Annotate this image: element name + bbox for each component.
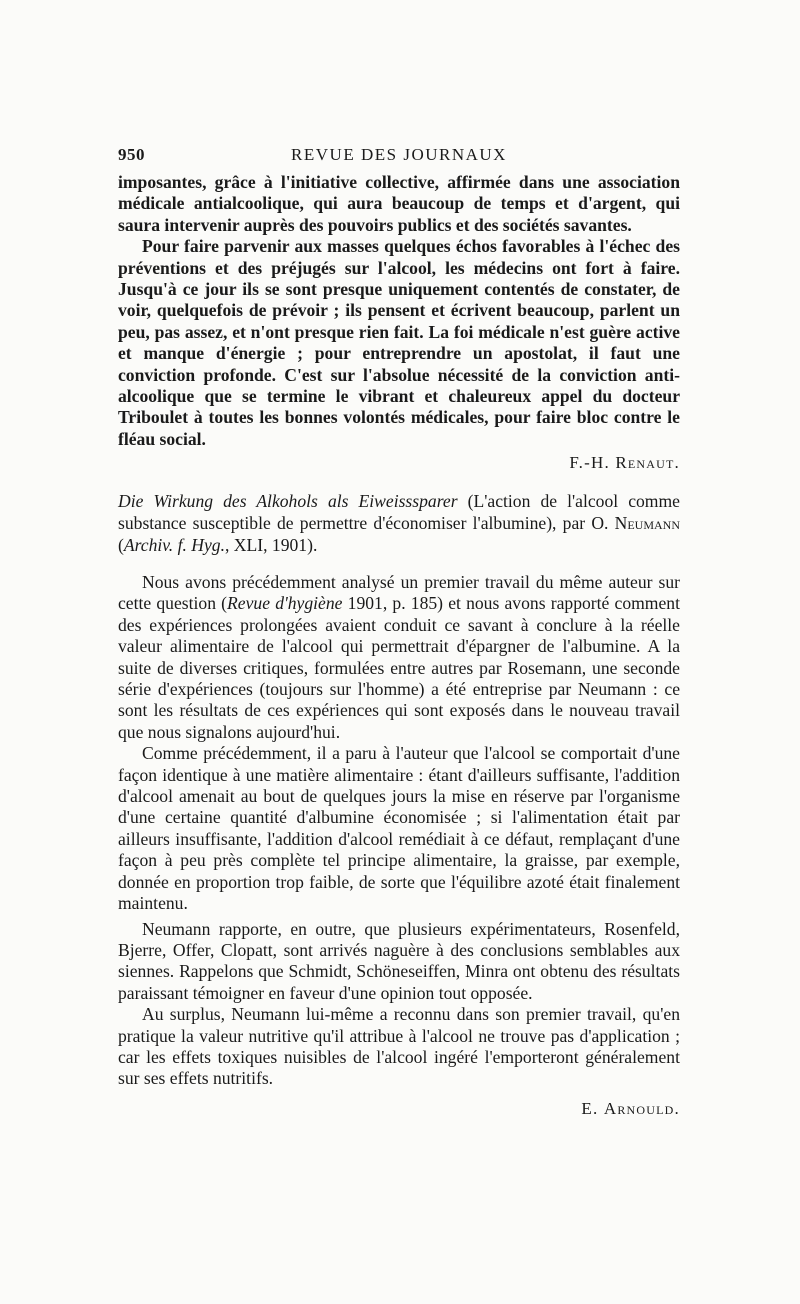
paragraph-results: Comme précédemment, il a paru à l'auteur que l'alcool se comportait d'une façon identique à une matière alimentaire : étant d'ailleurs suffisante, l'addition d'alcool amenait au bout de quelques jours la mise en réserve par l'organisme d'une certaine quantité d'albumine économisée ; si l'alimentation était par ailleurs insuffisante, l'addition d'alcool remédiait à ce défaut, remplaçant d'une façon à peu près complète tel principe alimentaire, la graisse, par exemple, donnée en proportion trop faible, de sorte que l'équilibre azoté était finalement maintenu. (118, 743, 680, 914)
page-number: 950 (118, 145, 145, 164)
article-citation (118, 490, 680, 556)
signature-renaut (118, 452, 680, 473)
article-title-german: Die Wirkung des Alkohols als Eiweisssparer (118, 491, 458, 511)
signature-initials: F.-H. (569, 453, 616, 473)
article-author: Neumann (614, 513, 680, 533)
article-title-french: (L'action de l'alcool comme substance susceptible de permettre d'économiser l'albumine), par O. (118, 491, 680, 533)
signature-name: Renaut. (615, 453, 680, 473)
review-section-2 (118, 572, 680, 1119)
article-heading (118, 490, 680, 556)
paragraph-medical-conviction: Pour faire parvenir aux masses quelques échos favorables à l'échec des préventions et des préjugés sur l'alcool, les médecins ont fort à faire. Jusqu'à ce jour ils se sont presque uniquement contentés de constater, de voir, quelquefois de prévoir ; ils pensent et écrivent beaucoup, parlent un peu, pas assez, et n'ont presque rien fait. La foi médicale n'est guère active et manque d'énergie ; pour entreprendre un apostolat, il faut une conviction profonde. C'est sur l'absolue nécessité de la conviction anti-alcoolique que se termine le vibrant et chaleureux appel du docteur Triboulet à toutes les bonnes volontés médicales, pour faire bloc contre le fléau social. (118, 236, 680, 449)
page-header (118, 145, 680, 171)
running-head: REVUE DES JOURNAUX (291, 145, 507, 164)
article-source: Archiv. f. Hyg. (123, 535, 225, 555)
paragraph-conclusion: Au surplus, Neumann lui-même a reconnu dans son premier travail, qu'en pratique la valeur nutritive qu'il attribue à l'alcool ne trouve pas d'application ; car les effets toxiques nuisibles de l'alcool ingéré l'emporteront généralement sur ses effets nutritifs. (118, 1004, 680, 1089)
journal-reference: Revue d'hygiène (227, 593, 343, 614)
paragraph-other-experimenters: Neumann rapporte, en outre, que plusieurs expérimentateurs, Rosenfeld, Bjerre, Offer, Clopatt, sont arrivés naguère à des conclusions semblables aux siennes. Rappelons que Schmidt, Schöneseiffen, Minra ont obtenu des résultats paraissant témoigner en faveur d'une opinion tout opposée. (118, 918, 680, 1003)
signature-name: Arnould. (603, 1098, 680, 1118)
signature-arnould (118, 1098, 680, 1119)
review-section-1 (118, 172, 680, 474)
source-open: ( (118, 535, 124, 555)
paragraph-text: 1901, p. 185) et nous avons rapporté comment des expériences prolongées avaient conduit ce savant à conclure à la réelle valeur alimentaire de l'alcool qui permettrait d'épargner de l'albumine. A la suite de diverses critiques, formulées entre autres par Rosemann, une seconde série d'expériences (toujours sur l'homme) a été entreprise par Neumann : ce sont les résultats de ces expériences qui sont exposés dans le nouveau travail que nous signalons aujourd'hui. (118, 593, 680, 742)
paragraph-previous-work (118, 572, 680, 743)
paragraph-continuation: imposantes, grâce à l'initiative collective, affirmée dans une association médicale antialcoolique, qui aura beaucoup de temps et d'argent, qui saura intervenir auprès des pouvoirs publics et des sociétés savantes. (118, 172, 680, 235)
signature-initials: E. (581, 1098, 604, 1118)
paragraph-text: Nous avons précédemment analysé un premier travail du même auteur sur cette question ( (118, 572, 680, 614)
article-source-details: , XLI, 1901). (225, 535, 318, 555)
